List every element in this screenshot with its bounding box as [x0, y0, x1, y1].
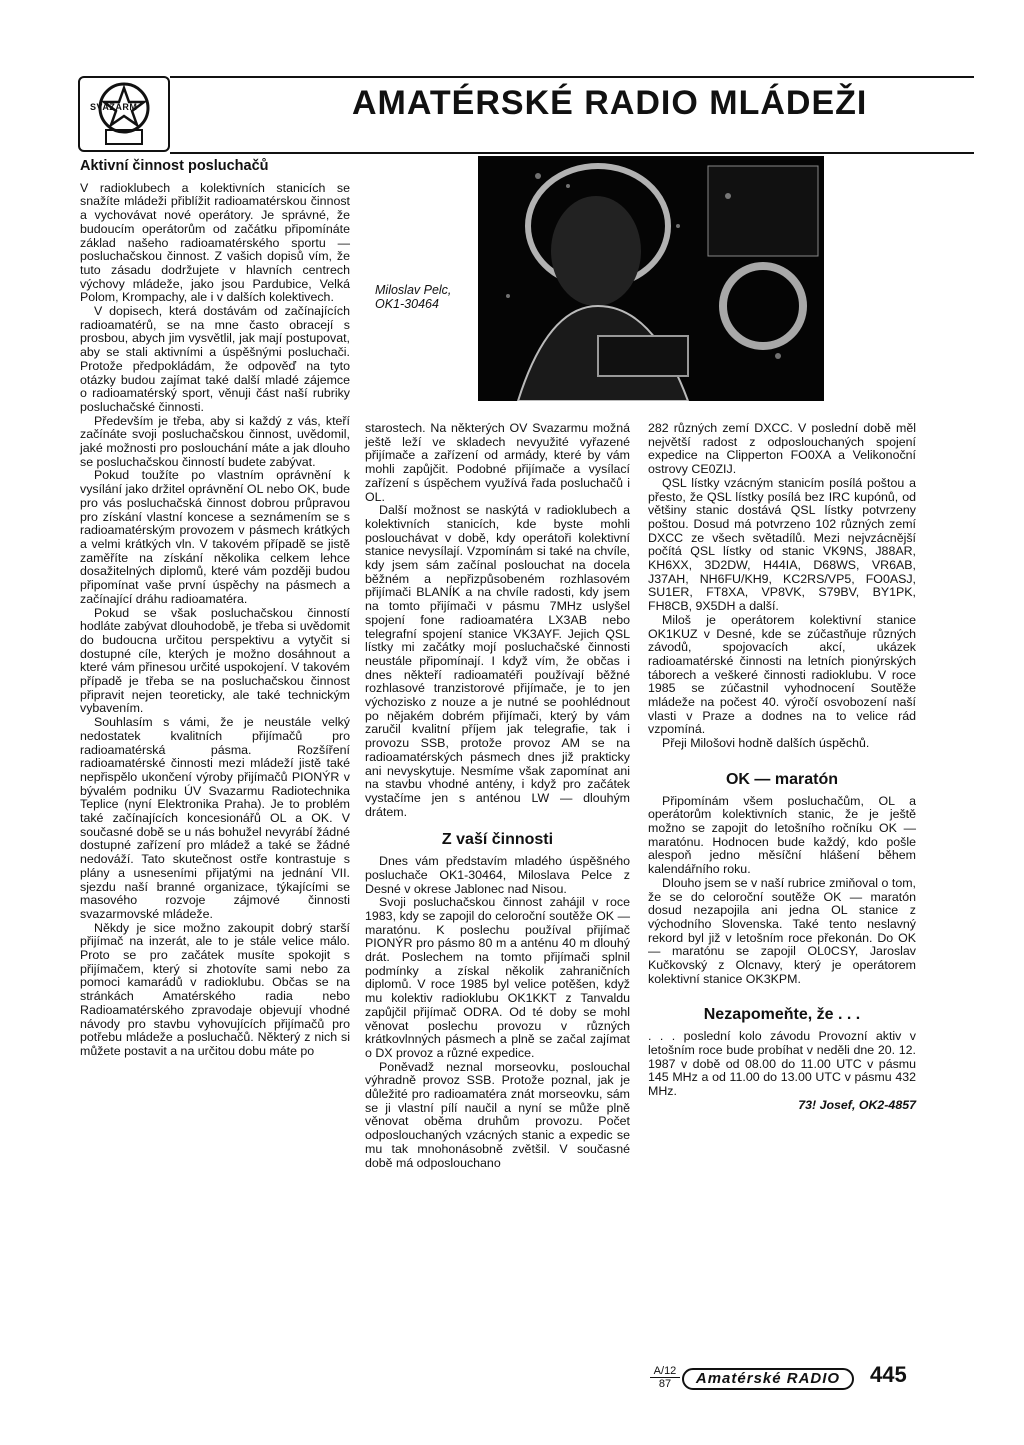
right-paragraph: 282 různých zemí DXCC. V poslední době měl největší radost z odposlouchaných spojení expedice na Clipperton FO0XA a Velikonoční ostrovy CE0ZIJ. — [648, 421, 916, 477]
middle-paragraph: Další možnost se naskýtá v radioklubech a kolektivních stanicích, kde byste mohli poslouchávat v době, kdy operátoři kolektivní stanice nevysílají. Vzpomínám si také na chvíle, kdy jsem sám začínal poslouchat na docela běžném a nepřizpůsobeném rozhlasovém přijímači BLANÍK a na chvíle radosti, kdy jsem na tomto přijímači v pásmu 7MHz uslyšel spojení fone radioamatéra LX3AB nebo telegrafní spojení stanice VK3AYF. Jejich QSL lístky mi začátky mojí posluchačské činnosti neustále připomínají. I když vím, že občas i dnes někteří radioamatéři používají běžné rozhlasové tranzistorové přijímače, je to jen výchozisko z nouze a je nutné se poohlédnout po nějakém dobrém přijímači, který by vám zaručil kvalitní příjem jak telegrafie, tak i provozu SSB, protože provoz AM se na radioamatérských pásmech dnes již prakticky ani nevyskytuje. Nesmíme však zapomínat ani na stavbu vhodné antény, i když pro začátek vystačíme jen s anténou LW — dlouhým drátem. — [365, 503, 630, 819]
left-column — [80, 160, 350, 1059]
left-paragraph: Pokud se však posluchačskou činností hodláte zabývat dlouhodobě, je třeba si uvědomit do budoucna určitou perspektivu a vytyčit si dostupné cíle, kterých je možno dosáhnout a které vám přinesou určité uspokojení. V takovém případě je třeba se na posluchačskou činnost připravit nejen teoreticky, ale také technickým vybavením. — [80, 605, 350, 716]
left-paragraph: V radioklubech a kolektivních stanicích se snažíte mládeži přiblížit radioamatérskou činnost a vychovávat nové operátory. Je správné, že budoucím operátorům od začátku připomínáte základ našeho radioamatérského sportu — posluchačskou činnost. Z vašich dopisů vím, že tuto zásadu dodržujete v hlavních centrech výchovy mládeže, jako jsou Pardubice, Velká Polom, Krompachy, ale i v dalších kolektivech. — [80, 180, 350, 305]
middle-paragraph: Poněvadž neznal morseovku, poslouchal výhradně provoz SSB. Protože poznal, jak je důležité pro radioamatéra znát morseovku, sám se ji vlastní pílí naučil a nyní se může plně věnovat oběma druhům provozu. Počet odposlouchaných vzácných stanic a expedic se mu tak mnohonásobně zvětšil. V současné době má odposlouchano — [365, 1059, 630, 1170]
middle-heading: Z vaší činnosti — [441, 831, 554, 849]
middle-paragraph: Dnes vám představím mladého úspěšného posluchače OK1-30464, Miloslava Pelce z Desné v okrese Jablonec nad Nisou. — [365, 854, 630, 896]
left-paragraph: Především je třeba, aby si každý z vás, kteří začínáte svoji posluchačskou činnost, uvědomil, jaké možnosti pro poslouchání máte a jak dlouho se posluchačskou činností budete zabývat. — [80, 413, 350, 469]
left-paragraph: Někdy je sice možno zakoupit dobrý starší přijímač na inzerát, ale to je stále velice málo. Proto se pro začátek musíte spokojit s přijímačem, který si zhotovíte sami nebo za pomoci kamarádů v radioklubu. Občas se na stránkách Amatérského radia nebo Radioamatérského zpravodaje objevují vhodné návody pro stavbu vyhovujících přijímačů pro potřebu mládeže a posluchačů. Některý z nich si můžete postavit a na určitou dobu máte po — [80, 920, 350, 1058]
header-rule-bottom — [170, 152, 974, 154]
right-column — [648, 422, 916, 1112]
right-paragraph: Přeji Milošovi hodně dalších úspěchů. — [662, 736, 870, 751]
signature: 73! Josef, OK2-4857 — [798, 1097, 916, 1112]
portrait-photo — [478, 156, 824, 401]
left-paragraph: Souhlasím s vámi, že je neustále velký nedostatek kvalitních přijímačů pro radioamatérská pásma. Rozšíření radioamatérské činnosti mezi mládeží jistě také nepřispělo ukončení výroby přijímačů PIONÝR v bývalém podniku ÚV Svazarmu Radiotechnika Teplice (nyní Elektronika Praha). Je to problém také začínajících koncesionářů OL a OK. V současné době se u nás bohužel nevyrábí žádné dostupné zařízení pro mládež a také se žádné nedováží. Tato skutečnost ostře kontrastuje s plány a usneseními přijatými na jednání VII. sjezdu naší branné organizace, týkajícími se masového rozvoje zájmové činnosti svazarmovské mládeže. — [80, 715, 350, 921]
logo-label: SVAZARM — [90, 102, 138, 112]
right-paragraph: Dlouho jsem se v naší rubrice zmiňoval o tom, že se do celoroční soutěže OK — maratón dosud nezapojila ani jedna OL stanice z východního Slovenska. Také tento neslavný rekord byl již v letošním roce překonán. Do OK — maratónu se zapojil OL0CSY, Jaroslav Kučkovský z Olcnavy, který je operátorem kolektivní stanice OK3KPM. — [648, 875, 916, 986]
left-paragraph: Pokud toužíte po vlastním oprávnění k vysílání jako držitel oprávnění OL nebo OK, bude pro vás posluchačská činnost dobrou průpravou pro získání vlastní koncese a seznámením se s radioamatérským provozem v pásmech krátkých a velmi krátkých vln. V takovém případě se jistě zaměříte na získání několika celkem lehce dosažitelných diplomů, které vám později budou připomínat vaše první úspěchy na pásmech a začínající dráhu radioamatéra. — [80, 468, 350, 606]
issue-bottom: 87 — [658, 1378, 672, 1390]
right-paragraph: . . . poslední kolo závodu Provozní aktiv v letošním roce bude probíhat v neděli dne 20. 12. 1987 v době od 08.00 do 11.00 UTC v pásmu 145 MHz a od 11.00 do 13.00 UTC v pásmu 432 MHz. — [648, 1029, 916, 1098]
right-paragraph: Připomínám všem posluchačům, OL a operátorům kolektivních stanic, že je ještě možno se zapojit do letošního ročníku OK — maratónu. Hodnocen bude každý, kdo pošle alespoň jedno měsíční hlášení během kalendářního roku. — [648, 793, 916, 877]
magazine-brand-logo: Amatérské RADIO — [682, 1368, 854, 1390]
forget-heading: Nezapomeňte, že . . . — [703, 1006, 861, 1024]
header-rule-top — [170, 76, 974, 78]
svazarm-logo — [78, 76, 170, 152]
right-paragraph: QSL lístky vzácným stanicím posílá poštou a přesto, že QSL lístky posílá bez IRC kupónů, od většiny stanic dostává QSL lístky potvrzeny poštou. Dosud má potvrzeno 102 různých zemí DXCC ze všech světadílů. Mezi nejvzácnější počítá QSL lístky od stanic VK9NS, J88AR, KH6XX, 3D2DW, H44IA, D68WS, VR6AB, J37AH, NH6FU/KH9, KC2RS/VP5, FO0ASJ, SU1ER, FT8XA, VP8VK, S79BV, BY1PK, FH8CB, 9X5DH a další. — [648, 475, 916, 614]
photo-caption — [375, 283, 485, 311]
caption-callsign: OK1-30464 — [375, 297, 439, 311]
page-title: AMATÉRSKÉ RADIO MLÁDEŽI — [352, 84, 868, 122]
page-number: 445 — [870, 1362, 907, 1387]
left-paragraph: V dopisech, která dostávám od začínajících radioamatérů, se na mne často obracejí s prosbou, abych jim vysvětlil, jak mají postupovat, aby se stali aktivními a úspěšnými posluchači. Protože předpokládám, že odpověď na tyto otázky budou zajímat také další mladé zájemce o radioamatérský sport, věnuji část naší rubriky posluchačské činnosti. — [80, 304, 350, 414]
caption-name: Miloslav Pelc, — [375, 283, 452, 297]
left-heading: Aktivní činnost posluchačů — [80, 158, 269, 174]
marathon-heading: OK — maratón — [725, 770, 838, 788]
middle-column — [365, 422, 630, 1170]
star-emblem-icon — [80, 78, 168, 150]
middle-paragraph: starostech. Na některých OV Svazarmu možná ještě leží ve skladech nevyužité vyřazené přijímače a zařízení od armády, které by vám mohli zapůjčit. Podobné přijímače a vysílací zařízení s úspěchem využívá řada posluchačů i OL. — [365, 421, 630, 504]
issue-top: A/12 — [650, 1365, 680, 1378]
right-paragraph: Miloš je operátorem kolektivní stanice OK1KUZ v Desné, kde se zúčastňuje různých závodů, spojovacích akcí, ukázek radioamatérské činnosti na letních pionýrských táborech a veškeré činnosti radioklubu. V roce 1985 se zúčastnil vyhodnocení Soutěže mládeže na počest 40. výročí osvobození naší vlasti v Praze a dodnes na to velice rád vzpomíná. — [648, 612, 916, 737]
issue-number — [650, 1365, 680, 1390]
middle-paragraph: Svoji posluchačskou činnost zahájil v roce 1983, kdy se zapojil do celoroční soutěže OK — maratónu. K poslechu používal přijímač PIONÝR pro pásmo 80 m a anténu 40 m dlouhý drát. Poslechem na tomto přijímači splnil podmínky a získal několik zahraničních diplomů. V roce 1985 byl velice potěšen, když mu kolektiv radioklubu OK1KKT z Tanvaldu zapůjčil přijímač ODRA. Od té doby se mohl věnovat poslechu provozu v různých krátkovlnných pásmech a plně se začal zajímat o DX provoz a různé expedice. — [365, 895, 630, 1060]
